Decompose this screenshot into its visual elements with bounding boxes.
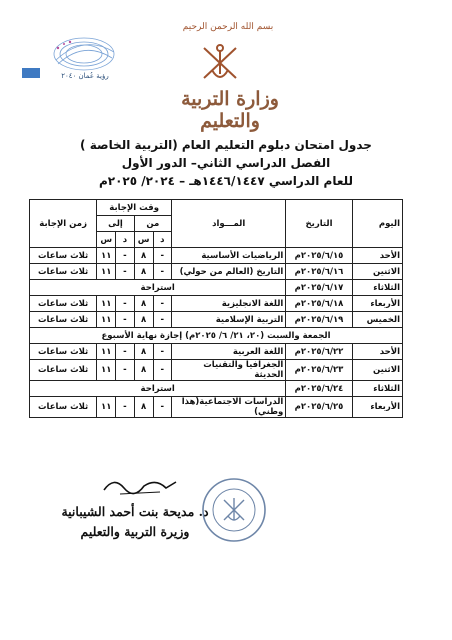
row-from-s: ٨ (134, 296, 153, 312)
row-to-d: - (116, 344, 135, 360)
row-subject: التاريخ (العالم من حولي) (172, 264, 286, 280)
signatory-name: د. مديحة بنت أحمد الشيبانية (61, 504, 209, 519)
title-line-2: الفصل الدراسي الثاني– الدور الأول (121, 156, 331, 170)
header-duration: زمن الإجابة (30, 200, 97, 248)
row-from-d: - (153, 296, 172, 312)
header-day: اليوم (352, 200, 402, 248)
rest-note: استراحة (30, 381, 286, 397)
row-day: الأحد (352, 248, 402, 264)
row-from-s: ٨ (134, 360, 153, 381)
row-duration: ثلاث ساعات (30, 296, 97, 312)
header-to: إلى (97, 216, 134, 232)
row-day: الاثنين (352, 360, 402, 381)
row-date: ٢٠٢٥/٦/٢٢م (286, 344, 352, 360)
row-from-d: - (153, 312, 172, 328)
title-line-3: للعام الدراسي ١٤٤٦/١٤٤٧هـ – ٢٠٢٤/ ٢٠٢٥م (98, 174, 354, 188)
row-to-s: ١١ (97, 312, 116, 328)
row-day: الأربعاء (352, 397, 402, 418)
header-from-d: د (153, 232, 172, 248)
row-duration: ثلاث ساعات (30, 397, 97, 418)
table-row (30, 360, 403, 381)
ministry-stamp-icon (200, 476, 268, 544)
row-duration: ثلاث ساعات (30, 264, 97, 280)
header-from-s: س (134, 232, 153, 248)
header-date: التاريخ (286, 200, 352, 248)
row-subject: التربية الإسلامية (172, 312, 286, 328)
document-title-block (40, 136, 412, 190)
row-duration: ثلاث ساعات (30, 248, 97, 264)
row-from-d: - (153, 264, 172, 280)
row-date: ٢٠٢٥/٦/١٩م (286, 312, 352, 328)
table-row-weekend (30, 328, 403, 344)
header-from: من (134, 216, 171, 232)
row-day: الأحد (352, 344, 402, 360)
row-day: الثلاثاء (352, 280, 402, 296)
row-to-s: ١١ (97, 344, 116, 360)
table-row (30, 344, 403, 360)
row-date: ٢٠٢٥/٦/٢٣م (286, 360, 352, 381)
title-line-1: جدول امتحان دبلوم التعليم العام (التربية الخاصة ) (80, 138, 372, 152)
table-row-rest (30, 280, 403, 296)
row-subject: اللغة العربية (172, 344, 286, 360)
table-row (30, 312, 403, 328)
row-to-s: ١١ (97, 296, 116, 312)
table-row (30, 248, 403, 264)
row-from-d: - (153, 344, 172, 360)
row-subject: اللغة الانجليزية (172, 296, 286, 312)
row-subject: الدراسات الاجتماعية(هذا وطني) (172, 397, 286, 418)
row-date: ٢٠٢٥/٦/١٦م (286, 264, 352, 280)
row-duration: ثلاث ساعات (30, 344, 97, 360)
header-to-s: س (97, 232, 116, 248)
basmala: بسم الله الرحمن الرحيم (182, 22, 274, 32)
table-row (30, 264, 403, 280)
header-subject: المـــواد (172, 200, 286, 248)
row-to-d: - (116, 312, 135, 328)
row-date: ٢٠٢٥/٦/١٥م (286, 248, 352, 264)
row-to-d: - (116, 360, 135, 381)
row-subject: الجغرافيا والتقنيات الحديثة (172, 360, 286, 381)
row-from-s: ٨ (134, 312, 153, 328)
row-date: ٢٠٢٥/٦/٢٥م (286, 397, 352, 418)
row-from-s: ٨ (134, 264, 153, 280)
row-to-s: ١١ (97, 248, 116, 264)
row-from-s: ٨ (134, 397, 153, 418)
oman-emblem-icon (196, 40, 244, 86)
row-date: ٢٠٢٥/٦/١٧م (286, 280, 352, 296)
row-to-d: - (116, 296, 135, 312)
row-day: الأربعاء (352, 296, 402, 312)
weekend-note: الجمعة والسبت (٢٠، ٢١/ ٦/ ٢٠٢٥م) إجازة نهاية الأسبوع (30, 328, 403, 344)
header-to-d: د (116, 232, 135, 248)
row-duration: ثلاث ساعات (30, 360, 97, 381)
row-to-s: ١١ (97, 360, 116, 381)
row-to-s: ١١ (97, 264, 116, 280)
table-row (30, 397, 403, 418)
vision-caption: رؤية عُمان ٢٠٤٠ (61, 72, 109, 80)
row-subject: الرياضيات الأساسية (172, 248, 286, 264)
row-from-s: ٨ (134, 248, 153, 264)
signatory-title: وزيرة التربية والتعليم (80, 524, 190, 539)
ministry-title: وزارة التربية والتعليم (181, 88, 279, 132)
exam-schedule-table (29, 199, 403, 418)
row-to-d: - (116, 264, 135, 280)
row-day: الخميس (352, 312, 402, 328)
row-to-s: ١١ (97, 397, 116, 418)
row-to-d: - (116, 397, 135, 418)
row-duration: ثلاث ساعات (30, 312, 97, 328)
row-from-d: - (153, 360, 172, 381)
header-answer-time: وقت الإجابة (97, 200, 172, 216)
row-date: ٢٠٢٥/٦/١٨م (286, 296, 352, 312)
row-day: الاثنين (352, 264, 402, 280)
table-row-rest (30, 381, 403, 397)
rest-note: استراحة (30, 280, 286, 296)
row-to-d: - (116, 248, 135, 264)
table-row (30, 296, 403, 312)
row-date: ٢٠٢٥/٦/٢٤م (286, 381, 352, 397)
row-from-d: - (153, 248, 172, 264)
row-day: الثلاثاء (352, 381, 402, 397)
signature-icon (100, 472, 180, 498)
row-from-d: - (153, 397, 172, 418)
row-from-s: ٨ (134, 344, 153, 360)
